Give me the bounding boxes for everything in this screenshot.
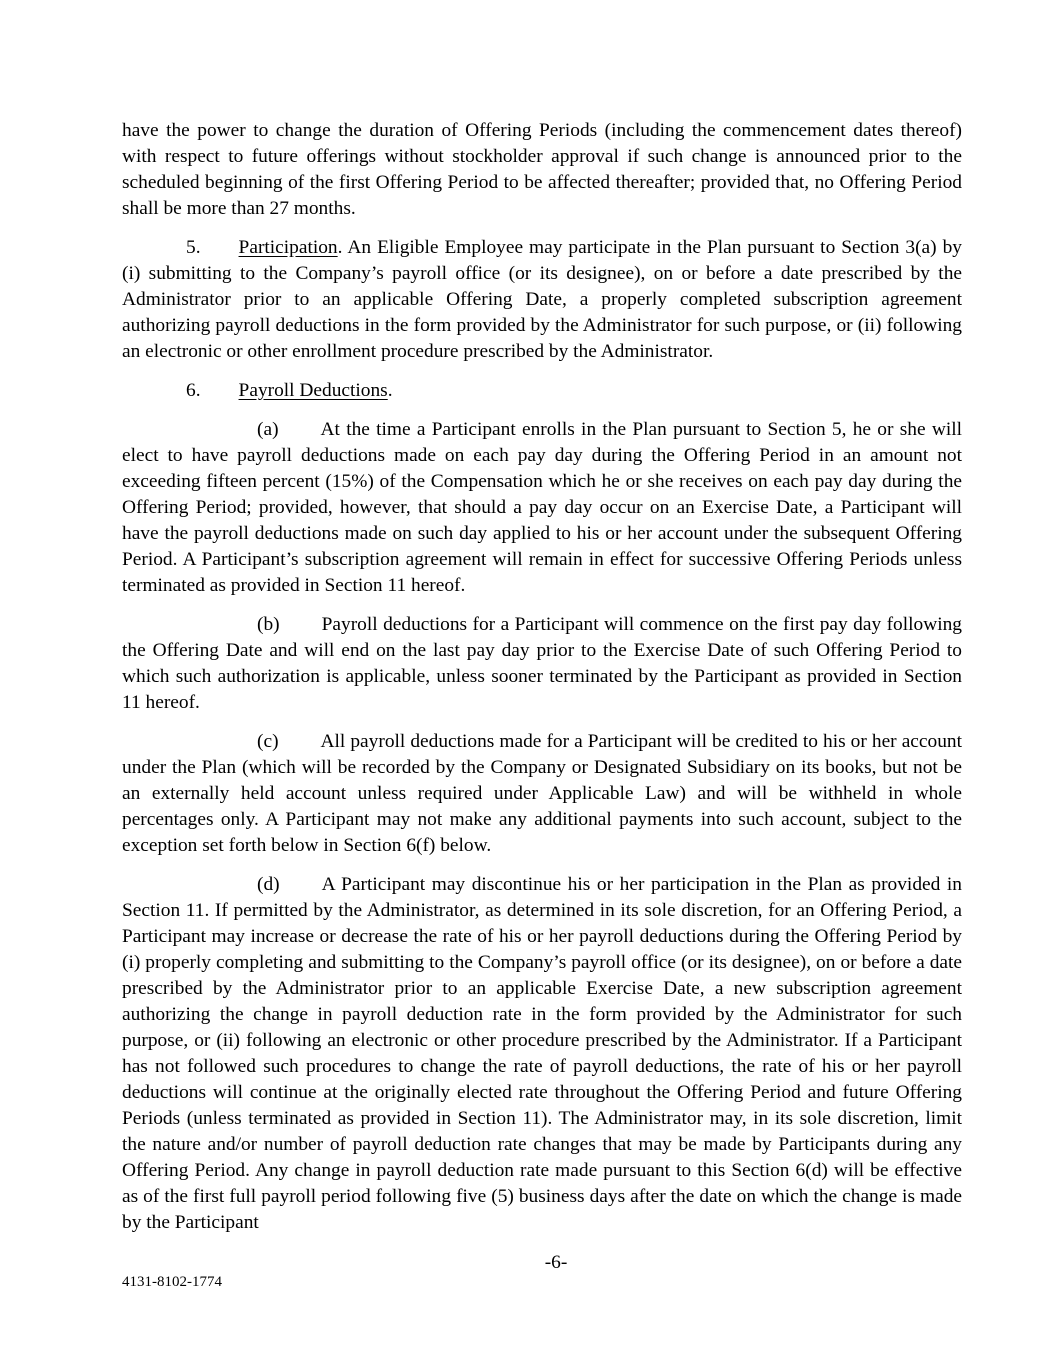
continuation-paragraph: have the power to change the duration of Offering Periods (including the commencement dates thereof) with respect to future offerings without stockholder approval if such change is announced prior to the scheduled beginning of the first Offering Period to be affected thereafter; provided that, no Offering Period shall be more than 27 months.	[122, 120, 962, 219]
section-6-heading	[122, 378, 962, 404]
section-6b-paragraph	[122, 612, 962, 716]
section-6d-paragraph	[122, 872, 962, 1236]
page-number: -6-	[544, 1252, 568, 1273]
section-5-paragraph	[122, 235, 962, 365]
section-6-number: 6.	[186, 380, 201, 401]
document-body	[122, 118, 962, 1236]
section-5-number: 5.	[186, 237, 201, 258]
section-6d-text: A Participant may discontinue his or her participation in the Plan as provided in Section 11. If permitted by the Administrator, as determined in its sole discretion, for an Offering Period, a Participant may increase or decrease the rate of his or her payroll deductions during the Offering Period by (i) properly completing and submitting to the Company’s payroll office (or its designee), on or before a date prescribed by the Administrator prior to an applicable Exercise Date, a new subscription agreement authorizing the change in payroll deduction rate in the form provided by the Administrator for such purpose, or (ii) following an electronic or other procedure prescribed by the Administrator. If a Participant has not followed such procedures to change the rate of payroll deductions, the rate of his or her payroll deductions will continue at the originally elected rate throughout the Offering Period and future Offering Periods (unless terminated as provided in Section 11). The Administrator may, in its sole discretion, limit the nature and/or number of payroll deduction rate changes that may be made by Participants during any Offering Period. Any change in payroll deduction rate made pursuant to this Section 6(d) will be effective as of the first full payroll period following five (5) business days after the date on which the change is made by the Participant	[122, 874, 962, 1233]
section-6b-label: (b)	[257, 614, 280, 635]
section-6c-text: All payroll deductions made for a Participant will be credited to his or her account under the Plan (which will be recorded by the Company or Designated Subsidiary on its books, but not be an externally held account unless required under Applicable Law) and will be withheld in whole percentages only. A Participant may not make any additional payments into such account, subject to the exception set forth below in Section 6(f) below.	[122, 731, 962, 856]
section-5-title: Participation	[238, 237, 338, 258]
section-6c-label: (c)	[257, 731, 279, 752]
document-control-number: 4131-8102-1774	[122, 1274, 222, 1290]
section-6-title-period: .	[387, 380, 393, 401]
section-6a-text: At the time a Participant enrolls in the Plan pursuant to Section 5, he or she will elect to have payroll deductions made on each pay day during the Offering Period in an amount not exceeding fifteen percent (15%) of the Compensation which he or she receives on each pay day during the Offering Period; provided, however, that should a pay day occur on an Exercise Date, a Participant will have the payroll deductions made on such day applied to his or her account under the subsequent Offering Period. A Participant’s subscription agreement will remain in effect for successive Offering Periods unless terminated as provided in Section 11 hereof.	[122, 419, 962, 596]
section-6c-paragraph	[122, 729, 962, 859]
section-6d-label: (d)	[257, 874, 280, 895]
section-6b-text: Payroll deductions for a Participant will commence on the first pay day following the Offering Date and will end on the last pay day prior to the Exercise Date of such Offering Period to which such authorization is applicable, unless sooner terminated by the Participant as provided in Section 11 hereof.	[122, 614, 962, 713]
section-6-title: Payroll Deductions	[238, 380, 388, 401]
section-6a-paragraph	[122, 417, 962, 599]
section-6a-label: (a)	[257, 419, 279, 440]
section-5-text: . An Eligible Employee may participate in the Plan pursuant to Section 3(a) by (i) submitting to the Company’s payroll office (or its designee), on or before a date prescribed by the Administrator prior to an applicable Offering Date, a properly completed subscription agreement authorizing payroll deductions in the form provided by the Administrator for such purpose, or (ii) following an electronic or other enrollment procedure prescribed by the Administrator.	[122, 237, 962, 362]
